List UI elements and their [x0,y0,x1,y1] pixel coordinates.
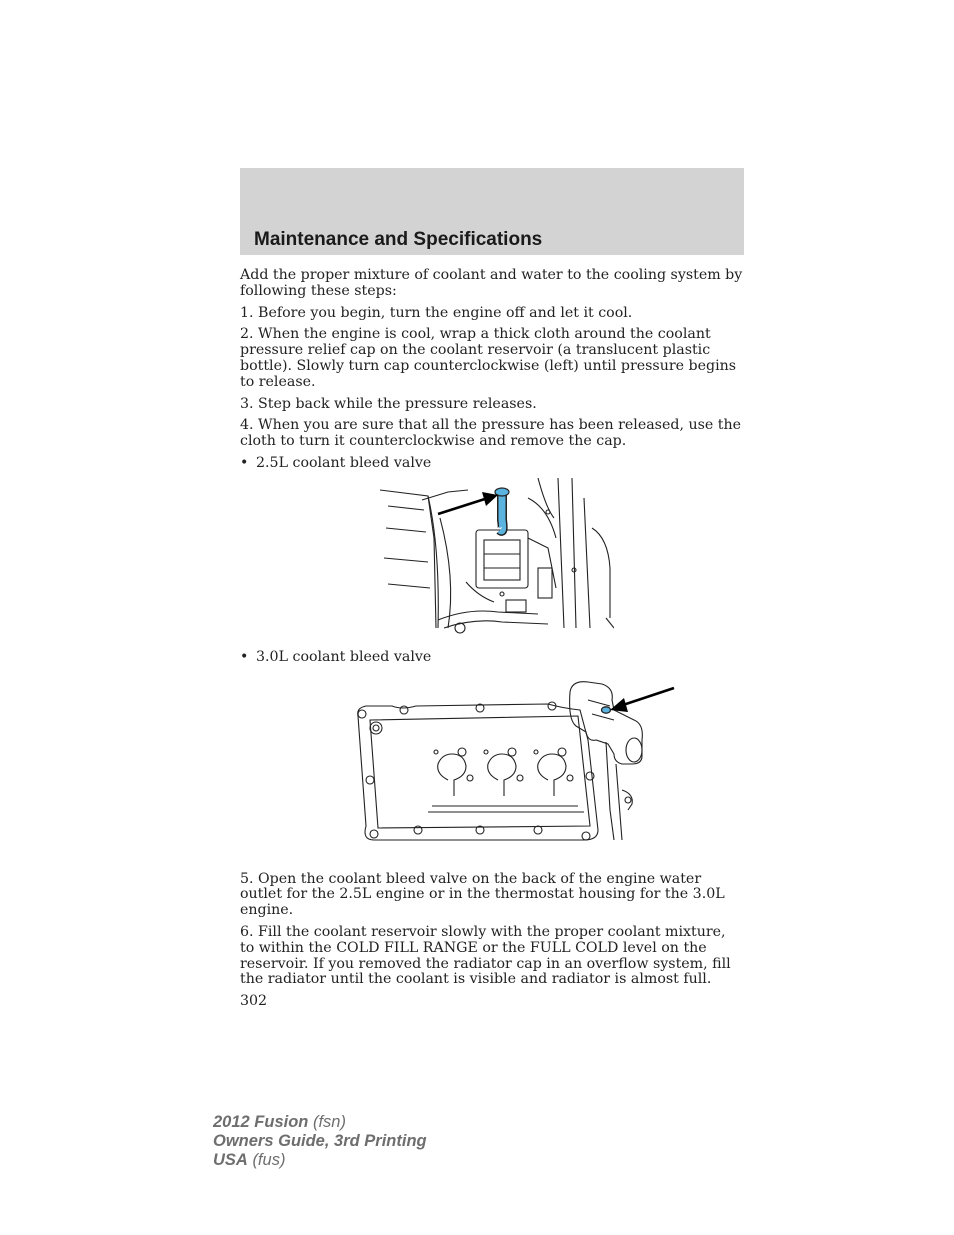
engine-2-5l-illustration [378,478,614,636]
bullet-dot: • [240,648,249,665]
footer-guide: Owners Guide, 3rd Printing [213,1132,427,1150]
footer-region-code: (fus) [252,1151,286,1169]
footer-model: 2012 Fusion [213,1113,309,1131]
footer-line-region [213,1151,427,1170]
engine-3-0l-illustration [352,680,682,848]
footer-line-model [213,1113,427,1132]
bullet-3-0l [240,650,744,666]
footer-model-code: (fsn) [312,1113,346,1131]
bullet-2-5l-label: 2.5L coolant bleed valve [256,454,432,471]
figure-3-0l-bleed-valve [240,680,744,856]
intro-paragraph: Add the proper mixture of coolant and water to the cooling system by following these steps: [240,267,743,299]
bullet-dot: • [240,454,249,471]
bullet-2-5l [240,456,744,472]
page-number: 302 [240,993,268,1010]
page-content [240,268,744,1010]
step-3: 3. Step back while the pressure releases. [240,395,537,412]
step-1: 1. Before you begin, turn the engine off and let it cool. [240,304,633,321]
step-4: 4. When you are sure that all the pressure has been released, use the cloth to turn it counterclockwise and remove the cap. [240,417,742,450]
footer-line-guide [213,1132,427,1151]
step-6: 6. Fill the coolant reservoir slowly with the proper coolant mixture, to within the COLD FILL RANGE or the FULL COLD level on the reservoir. If you removed the radiator cap in an overflow system, fill the radiator until the coolant is visible and radiator is almost full. [240,923,731,988]
footer-imprint [213,1113,427,1170]
section-header-band [240,168,744,255]
section-title: Maintenance and Specifications [254,229,543,250]
bullet-3-0l-label: 3.0L coolant bleed valve [256,648,432,665]
step-5: 5. Open the coolant bleed valve on the back of the engine water outlet for the 2.5L engine or in the thermostat housing for the 3.0L engine. [240,870,725,919]
footer-region: USA [213,1151,248,1169]
step-2: 2. When the engine is cool, wrap a thick cloth around the coolant pressure relief cap on the coolant reservoir (a translucent plastic bottle). Slowly turn cap counterclockwise (left) until pressure begins to release. [240,326,737,390]
figure-2-5l-bleed-valve [240,478,744,638]
